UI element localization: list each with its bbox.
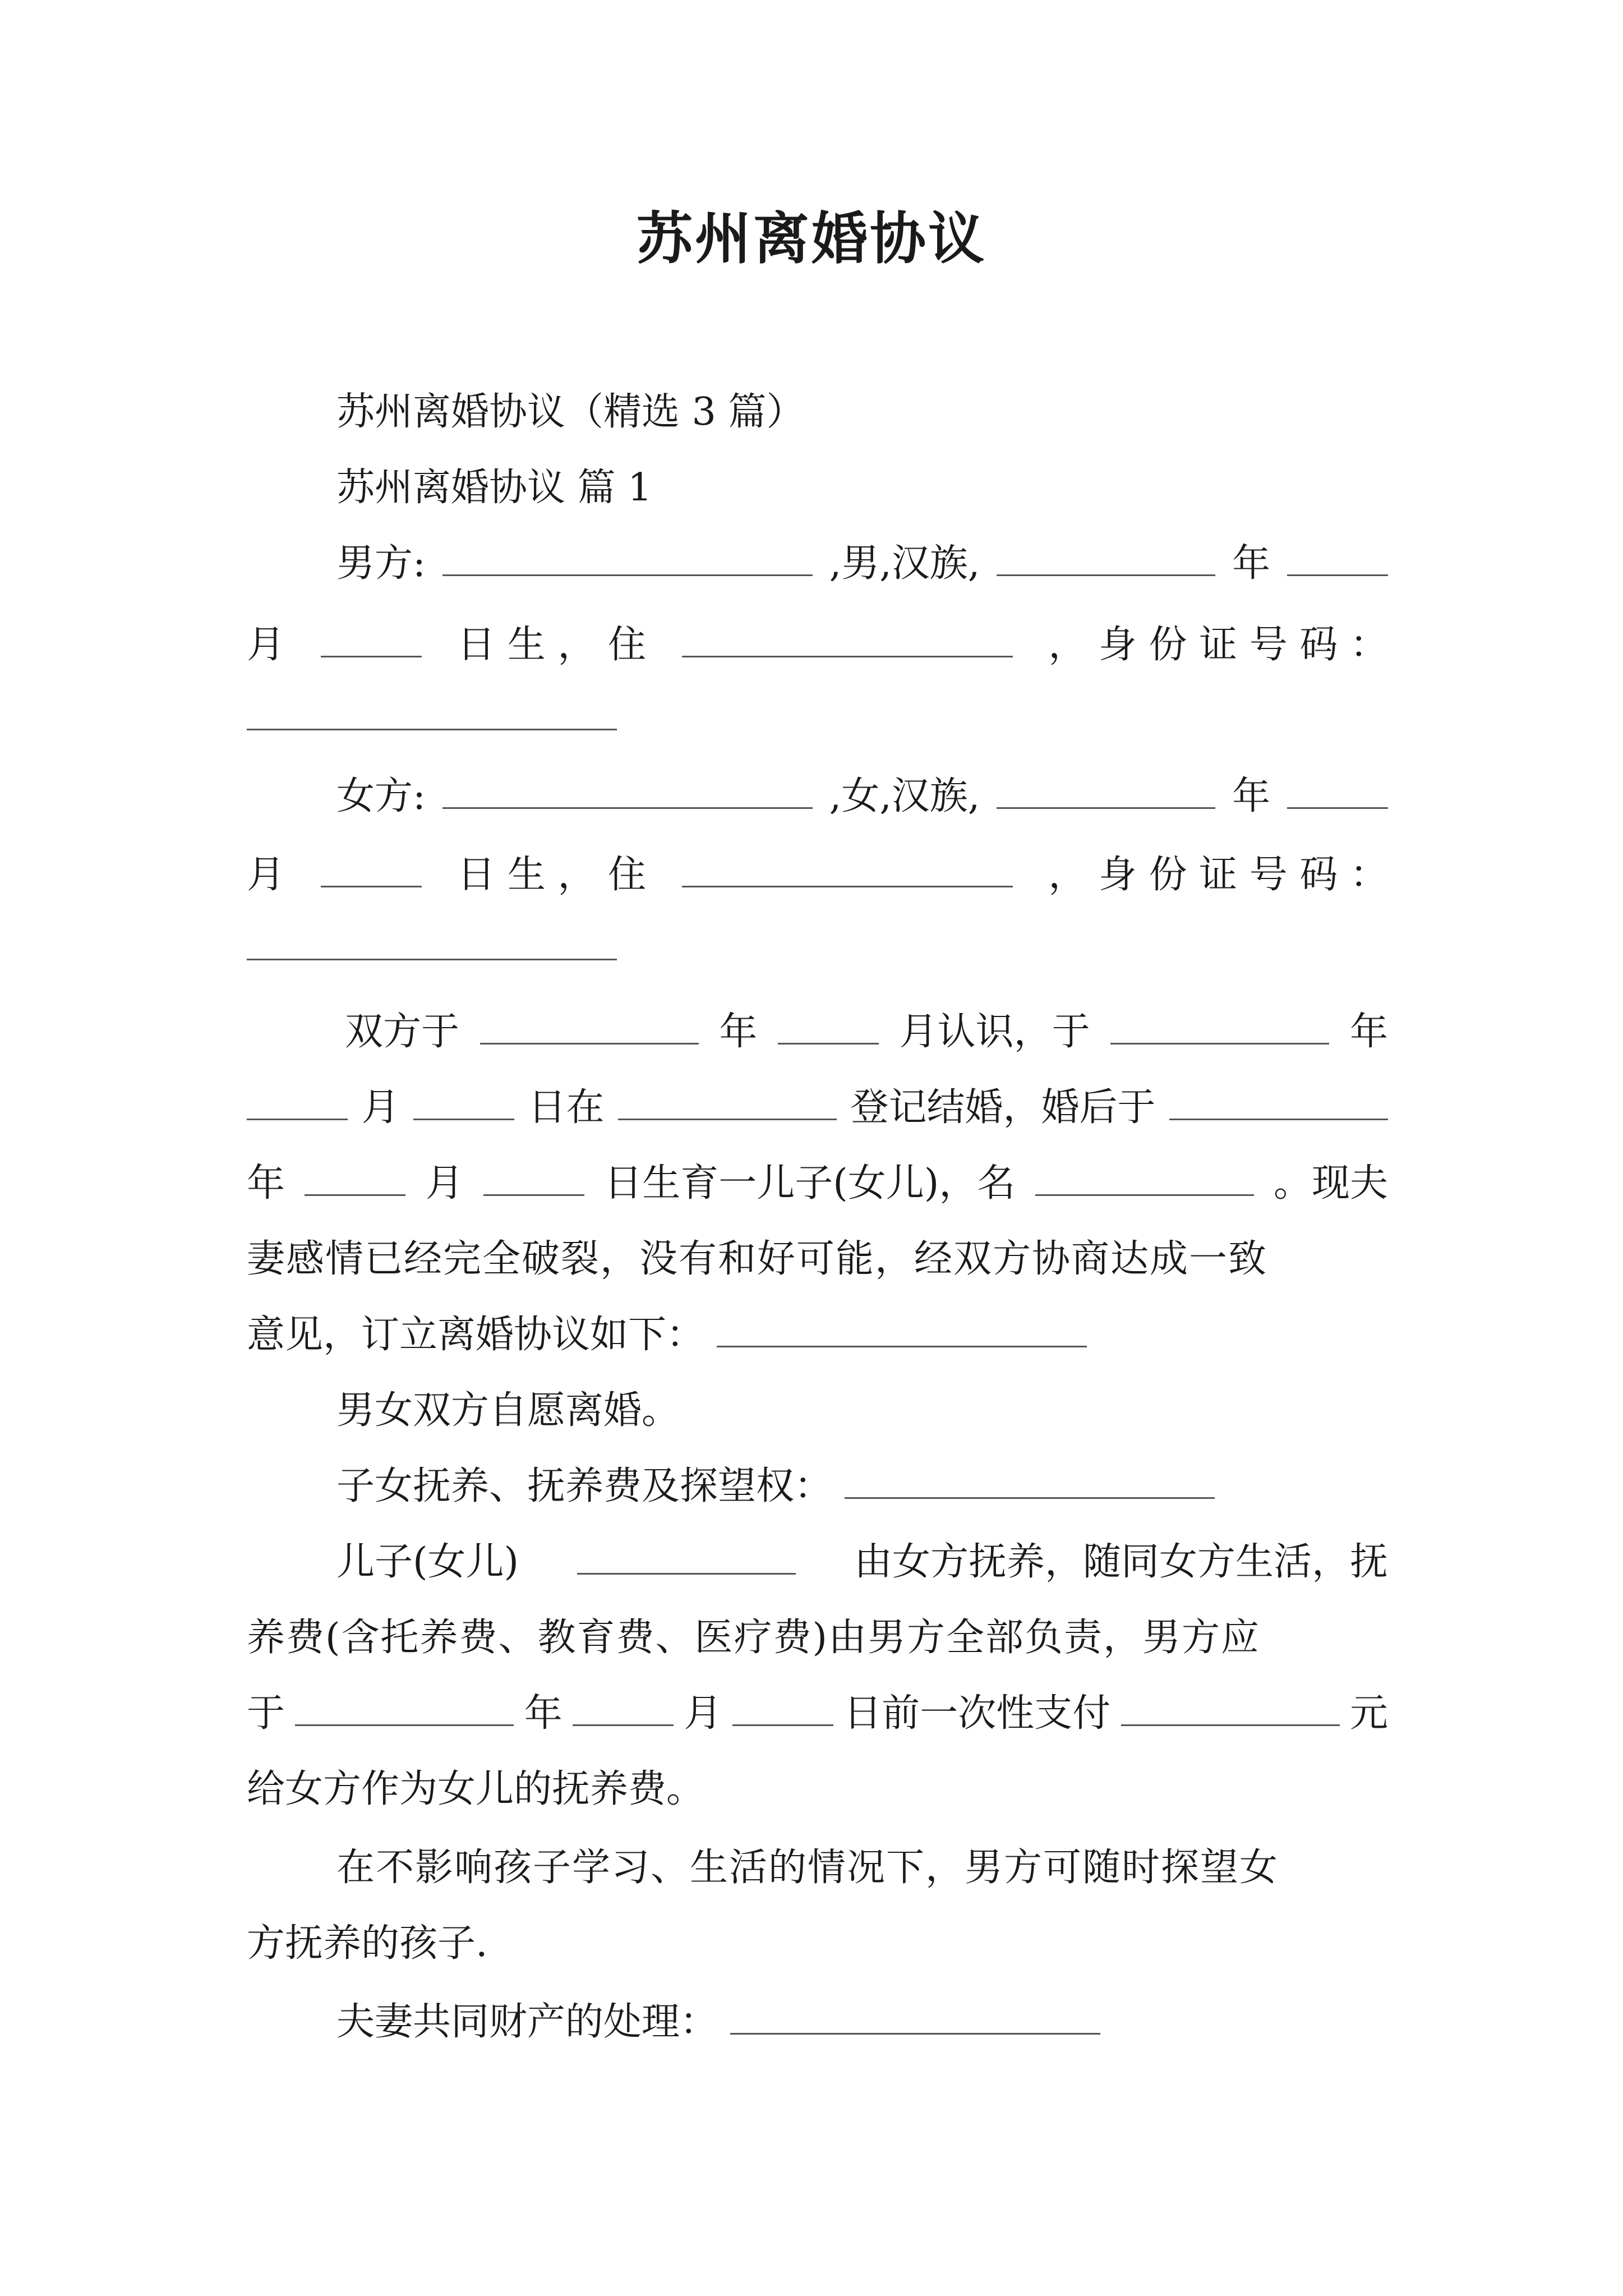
female-gender-ethnicity: ,女,汉族, [829,774,980,818]
male-id-label: ， 身 份 证 号 码 ： [1048,623,1388,667]
birth-year-blank[interactable] [1169,1085,1388,1120]
male-month-label: 月 [247,623,285,667]
section-heading [247,457,1388,519]
custody-text-f: 月 [684,1691,722,1736]
payment-amount-blank[interactable] [1121,1691,1340,1726]
payment-month-blank[interactable] [573,1691,674,1726]
custody-line-2 [247,1607,1388,1669]
female-party-line-3 [247,917,1388,979]
payment-year-blank[interactable] [295,1691,514,1726]
female-id-label: ， 身 份 证 号 码 ： [1048,853,1388,897]
female-name-blank[interactable] [442,774,813,809]
male-day-blank[interactable] [321,622,422,657]
marry-place-blank[interactable] [618,1085,837,1120]
female-day-birth-label: 日 生 ， 住 [457,853,647,897]
custody-heading-blank[interactable] [845,1464,1215,1499]
female-day-blank[interactable] [321,852,422,887]
subtitle-text: 苏州离婚协议（精选 3 篇） [336,390,805,434]
meet-text-i: 月 [425,1161,464,1205]
male-gender-ethnicity: ,男,汉族, [829,541,980,586]
custody-text-h: 元 [1349,1691,1388,1736]
marry-day-blank[interactable] [413,1085,514,1120]
meet-text-c: 月认识，于 [899,1010,1090,1054]
custody-text-d: 于 [247,1691,285,1736]
custody-text-b: 由女方抚养，随同女方生活，抚 [854,1540,1388,1584]
property-heading-text: 夫妻共同财产的处理： [336,2000,718,2044]
male-name-blank[interactable] [442,541,813,576]
meet-year-blank[interactable] [480,1009,699,1045]
meet-text-k: 。现夫 [1273,1161,1388,1205]
female-id-blank[interactable] [247,925,617,960]
female-year-blank[interactable] [997,774,1215,809]
meet-text-h: 年 [247,1161,285,1205]
male-day-birth-label: 日 生 ， 住 [457,623,647,667]
female-label: 女方: [336,774,426,818]
marry-year-blank[interactable] [1110,1009,1329,1045]
birth-month-blank[interactable] [305,1161,405,1196]
custody-text-i: 给女方作为女儿的抚养费。 [247,1767,705,1811]
meet-line-3 [247,1153,1388,1214]
visit-line-2 [247,1913,1388,1975]
property-heading-blank[interactable] [730,1999,1100,2035]
meet-text-d: 年 [1349,1010,1388,1054]
meet-line-2 [247,1077,1388,1139]
custody-line-1 [247,1531,1388,1593]
male-label: 男方: [336,541,426,586]
meet-text-b: 年 [719,1010,758,1054]
voluntary-text: 男女双方自愿离婚。 [336,1388,680,1433]
document-title: 苏州离婚协议 [637,205,986,272]
meet-text-m: 意见，订立离婚协议如下： [247,1313,705,1357]
agreement-blank[interactable] [717,1312,1087,1347]
male-party-line-2 [247,614,1388,676]
voluntary-line [247,1380,1388,1442]
male-party-line-1 [247,533,1388,595]
meet-text-e: 月 [361,1085,400,1130]
meet-text-l: 妻感情已经完全破裂，没有和好可能，经双方协商达成一致 [247,1237,1268,1281]
male-id-blank[interactable] [247,695,617,730]
female-party-line-1 [247,766,1388,827]
male-year-label: 年 [1232,541,1271,586]
custody-line-3 [247,1683,1388,1745]
custody-line-4 [247,1759,1388,1820]
meet-line-5 [247,1304,1388,1366]
child-name-blank[interactable] [1035,1161,1254,1196]
custody-heading-line [247,1456,1388,1517]
section-heading-text: 苏州离婚协议 篇 1 [336,466,652,510]
meet-text-g: 登记结婚，婚后于 [850,1085,1156,1130]
meet-line-4 [247,1228,1388,1290]
custody-text-e: 年 [524,1691,562,1736]
document-subtitle [247,381,1388,443]
custody-heading-text: 子女抚养、抚养费及探望权： [336,1464,833,1508]
male-address-blank[interactable] [682,622,1013,657]
visit-line-1 [247,1837,1388,1899]
female-month-blank[interactable] [1287,774,1388,809]
child-name-custody-blank[interactable] [577,1539,796,1575]
meet-month-blank[interactable] [778,1009,879,1045]
meet-text-f: 日在 [528,1085,605,1130]
meet-text-j: 日生育一儿子(女儿)，名 [604,1161,1016,1205]
marry-month-blank[interactable] [247,1085,348,1120]
custody-text-a: 儿子(女儿) [336,1540,519,1584]
female-month-label: 月 [247,853,285,897]
male-party-line-3 [247,687,1388,749]
female-address-blank[interactable] [682,852,1013,887]
female-party-line-2 [247,844,1388,906]
meet-text-a: 双方于 [345,1010,460,1054]
property-heading-line [247,1991,1388,2053]
custody-text-c: 养费(含托养费、教育费、医疗费)由男方全部负责，男方应 [247,1616,1261,1660]
male-month-blank[interactable] [1287,541,1388,576]
custody-text-g: 日前一次性支付 [843,1691,1111,1736]
visit-text-b: 方抚养的孩子. [247,1921,488,1966]
female-year-label: 年 [1232,774,1271,818]
meet-line-1 [247,1001,1388,1063]
payment-day-blank[interactable] [732,1691,833,1726]
birth-day-blank[interactable] [483,1161,584,1196]
male-year-blank[interactable] [997,541,1215,576]
visit-text-a: 在不影响孩子学习、生活的情况下，男方可随时探望女 [336,1846,1279,1890]
